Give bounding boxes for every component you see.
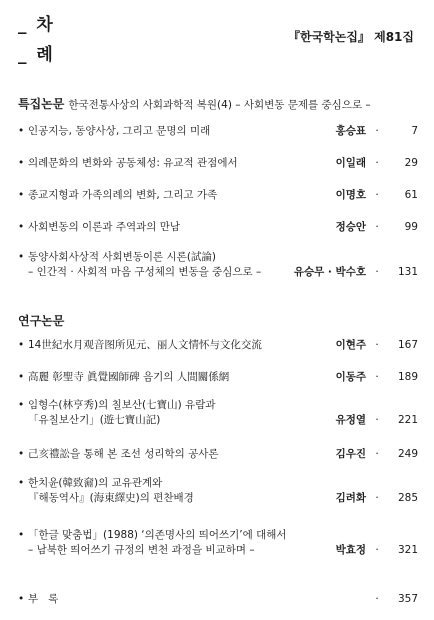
- separator-dot: ·: [375, 492, 379, 504]
- bullet: •: [18, 189, 25, 201]
- entry-page: 357: [397, 593, 418, 605]
- entry-title: 14世紀水月观音图所见元、丽人文情怀与文化交流: [28, 339, 262, 351]
- separator-dot: ·: [375, 371, 379, 383]
- toc-heading-line2: _ 례: [18, 45, 55, 65]
- entry-page: 7: [411, 125, 418, 137]
- special-section-label: 특집논문: [18, 97, 65, 111]
- entry-author: 유승무 · 박수호: [293, 266, 366, 278]
- bullet: •: [18, 371, 25, 383]
- separator-dot: ·: [375, 593, 379, 605]
- entry-page: 61: [404, 189, 418, 201]
- entry-title: 사회변동의 이론과 주역과의 만남: [28, 221, 181, 233]
- separator-dot: ·: [375, 189, 379, 201]
- entry-page: 29: [404, 157, 418, 169]
- entry-page: 167: [397, 339, 418, 351]
- entry-page: 249: [397, 448, 418, 460]
- bullet: •: [18, 529, 25, 541]
- entry-page: 321: [397, 544, 418, 556]
- separator-dot: ·: [375, 221, 379, 233]
- bullet: •: [18, 477, 25, 489]
- entry-title: 부 록: [28, 593, 59, 605]
- toc-heading-line1: _ 차: [18, 15, 55, 35]
- toc-entry[interactable]: [18, 250, 418, 280]
- entry-author: 이명호: [335, 189, 366, 201]
- entry-author: 이현주: [335, 339, 366, 351]
- entry-author: 박효정: [335, 544, 366, 556]
- entry-page: 285: [397, 492, 418, 504]
- separator-dot: ·: [375, 125, 379, 137]
- toc-entry[interactable]: [18, 476, 418, 506]
- entry-title: 의례문화의 변화와 공동체성: 유교적 관점에서: [28, 157, 238, 169]
- toc-entry[interactable]: [18, 447, 418, 462]
- bullet: •: [18, 399, 25, 411]
- entry-author: 김려화: [335, 492, 366, 504]
- entry-page: 189: [397, 371, 418, 383]
- bullet: •: [18, 593, 25, 605]
- entry-author: 홍승표: [335, 125, 366, 137]
- bullet: •: [18, 251, 25, 263]
- entry-title: 己亥禮訟을 통해 본 조선 성리학의 공사론: [28, 448, 219, 460]
- entry-subtitle: – 남북한 띄어쓰기 규정의 변천 과정을 비교하며 –: [28, 544, 255, 556]
- entry-author: 유정열: [335, 414, 366, 426]
- entry-title: 동양사회사상적 사회변동이론 시론(試論): [28, 251, 217, 263]
- toc-entry[interactable]: [18, 156, 418, 171]
- journal-name: 『한국학논집』 제81집: [287, 30, 414, 44]
- separator-dot: ·: [375, 266, 379, 278]
- entry-title: 「한글 맞춤법」(1988) ‘의존명사의 띄어쓰기’에 대해서: [28, 529, 287, 541]
- entry-author: 정승안: [335, 221, 366, 233]
- toc-entry[interactable]: [18, 220, 418, 235]
- special-section-heading: [18, 95, 371, 112]
- bullet: •: [18, 339, 25, 351]
- separator-dot: ·: [375, 544, 379, 556]
- entry-title: 임형수(林亨秀)의 칠보산(七寶山) 유람과: [28, 399, 216, 411]
- research-section-label: 연구논문: [18, 314, 65, 328]
- toc-entry[interactable]: [18, 398, 418, 428]
- entry-page: 99: [404, 221, 418, 233]
- entry-title: 종교지형과 가족의례의 변화, 그리고 가족: [28, 189, 218, 201]
- bullet: •: [18, 221, 25, 233]
- entry-title: 한치윤(韓致奫)의 교유관계와: [28, 477, 163, 489]
- separator-dot: ·: [375, 448, 379, 460]
- special-section-subtitle: 한국전통사상의 사회과학적 복원(4) – 사회변동 문제를 중심으로 –: [68, 99, 371, 111]
- separator-dot: ·: [375, 414, 379, 426]
- entry-author: 이일래: [335, 157, 366, 169]
- toc-entry[interactable]: [18, 338, 418, 353]
- entry-author: 이동주: [335, 371, 366, 383]
- entry-subtitle: 「유칠보산기」(遊七寶山記): [28, 414, 161, 426]
- toc-entry[interactable]: [18, 370, 418, 385]
- bullet: •: [18, 448, 25, 460]
- toc-entry-appendix[interactable]: [18, 592, 418, 607]
- entry-title: 인공지능, 동양사상, 그리고 문명의 미래: [28, 125, 211, 137]
- entry-title: 高麗 彰聖寺 眞覺國師碑 음기의 人間關係網: [28, 371, 230, 383]
- toc-entry[interactable]: [18, 124, 418, 139]
- entry-subtitle: – 인간적 · 사회적 마음 구성체의 변동을 중심으로 –: [28, 266, 262, 278]
- separator-dot: ·: [375, 157, 379, 169]
- toc-heading: [18, 10, 55, 70]
- bullet: •: [18, 157, 25, 169]
- research-section-heading: [18, 312, 64, 329]
- separator-dot: ·: [375, 339, 379, 351]
- entry-subtitle: 『해동역사』(海東繹史)의 편찬배경: [28, 492, 194, 504]
- bullet: •: [18, 125, 25, 137]
- entry-page: 131: [397, 266, 418, 278]
- toc-entry[interactable]: [18, 528, 418, 558]
- toc-entry[interactable]: [18, 188, 418, 203]
- entry-page: 221: [397, 414, 418, 426]
- entry-author: 김우진: [335, 448, 366, 460]
